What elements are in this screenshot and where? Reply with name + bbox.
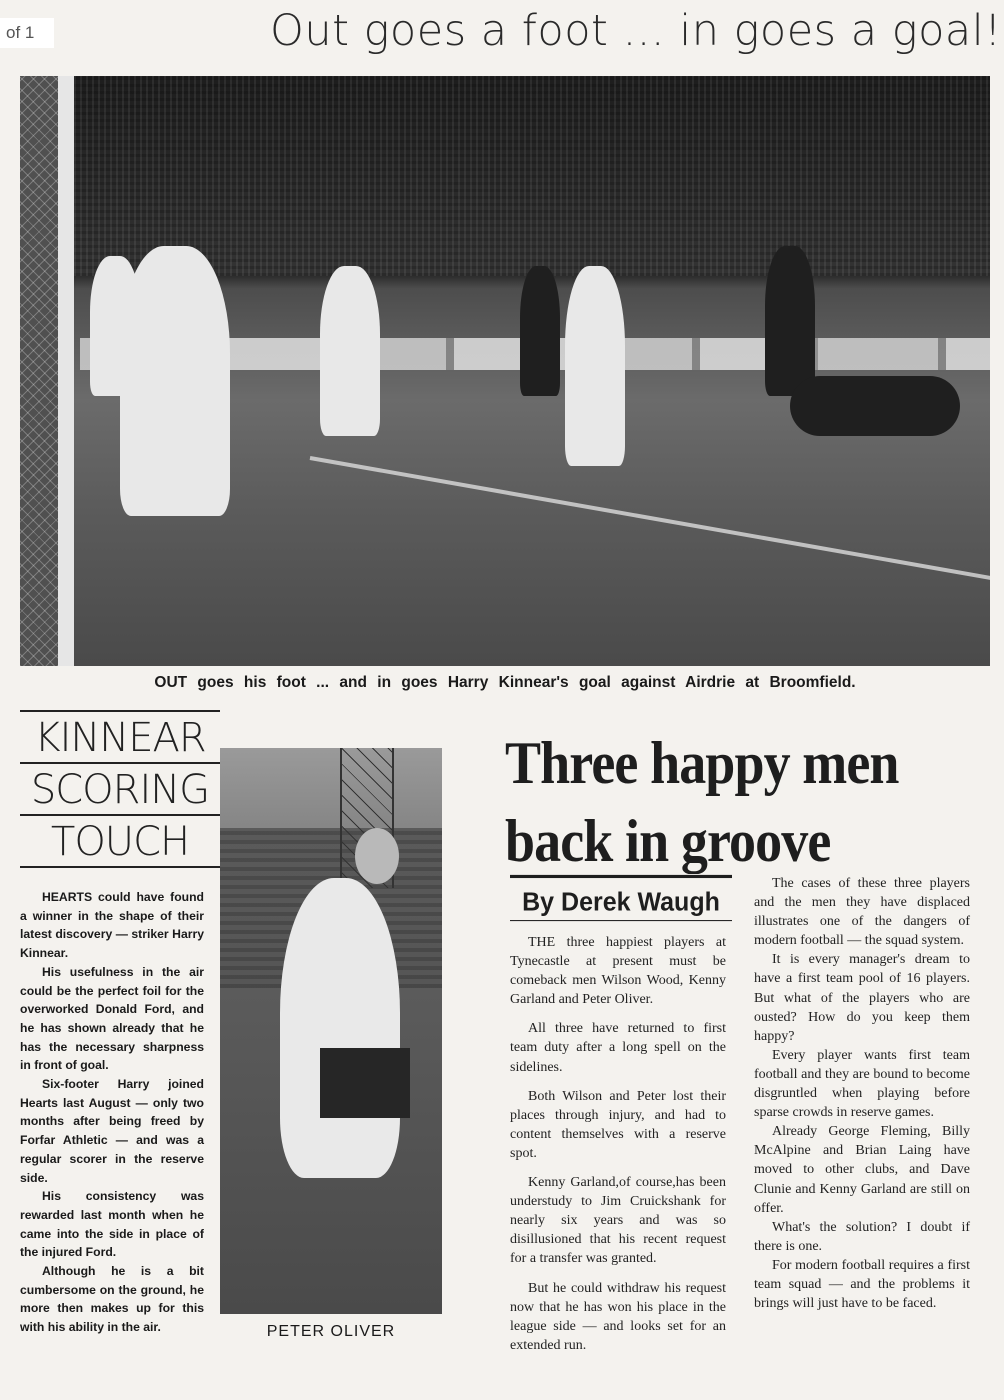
sidebar-title-line: SCORING [30,767,210,813]
article-paragraph: THE three happiest players at Tynecastle at present must be comeback men Wilson Wood, Kenny Garland and Peter Oliver. [510,935,726,1008]
player-right [565,266,625,466]
match-photo [20,76,990,666]
goal-net [20,76,58,666]
article-title [505,724,946,880]
article-paragraph: All three have returned to first team duty after a long spell on the sidelines. [510,1021,726,1075]
article-column-2 [754,874,970,1313]
article-title-line: back in groove [505,808,831,874]
article-paragraph: Already George Fleming, Billy McAlpine and Brian Laing have moved to other clubs, and Dave Clunie and Kenny Garland are still on offer. [754,1124,970,1216]
player-dark-2 [765,246,815,396]
article-column-1 [510,933,726,1365]
sidebar-paragraph: His usefulness in the air could be the perfect foil for the overworked Donald Ford, and he has shown already that he has the necessary sharpness in front of goal. [20,964,204,1073]
article-paragraph: For modern football requires a first team squad — and the problems it brings will just have to be faced. [754,1257,970,1312]
sidebar-title-line: TOUCH [50,819,190,865]
goal-post [58,76,74,666]
sidebar-body [20,888,204,1337]
sidebar-title [20,710,220,870]
article-paragraph: Both Wilson and Peter lost their places through injury, and had to content themselves with a reserve spot. [510,1088,726,1161]
sidebar-paragraph: HEARTS could have found a winner in the shape of their latest discovery — striker Harry Kinnear. [20,890,204,961]
match-photo-caption: OUT goes his foot ... and in goes Harry Kinnear's goal against Airdrie at Broomfield. [154,674,856,691]
sidebar-paragraph: Six-footer Harry joined Hearts last August — only two months after being freed by Forfar Athletic — and was a regular scorer in the reserve side. [20,1077,204,1185]
sidebar-paragraph: Although he is a bit cumbersome on the ground, he more then makes up for this with his ability in the air. [20,1264,204,1335]
article-title-line: Three happy men [505,730,899,796]
pitch-line [310,456,990,585]
article-paragraph: It is every manager's dream to have a first team pool of 16 players. But what of the players who are ousted? How do you keep them happy? [754,952,970,1044]
player-midfield [320,266,380,436]
player-oliver-shorts [320,1048,410,1118]
article-paragraph: Every player wants first team football and they are bound to become disgruntled when playing before sparse crowds in reserve games. [754,1047,970,1121]
article-paragraph: What's the solution? I doubt if there is one. [754,1219,970,1254]
oliver-photo [220,748,442,1314]
oliver-photo-caption: PETER OLIVER [266,1323,396,1340]
article-paragraph: Kenny Garland,of course,has been understudy to Jim Cruickshank for nearly six years and was so disillusioned that his recent request for a transfer was granted. [510,1175,726,1267]
player-left [90,256,140,396]
page-counter: of 1 [0,18,54,48]
player-oliver-head [355,828,399,884]
article-byline: By Derek Waugh [510,875,732,921]
player-sliding [790,376,960,436]
article-paragraph: But he could withdraw his request now that he has won his place in the league side — and looks set for an extended run. [510,1280,726,1353]
sidebar-title-line: KINNEAR [34,715,206,761]
player-oliver [280,878,400,1178]
page-headline: Out goes a foot ... in goes a goal! [270,6,1002,56]
player-dark-1 [520,266,560,396]
sidebar-paragraph: His consistency was rewarded last month when he came into the side in place of the injured Ford. [20,1189,204,1260]
article-paragraph: The cases of these three players and the men they have displaced illustrates one of the dangers of modern football — the squad system. [754,876,970,949]
